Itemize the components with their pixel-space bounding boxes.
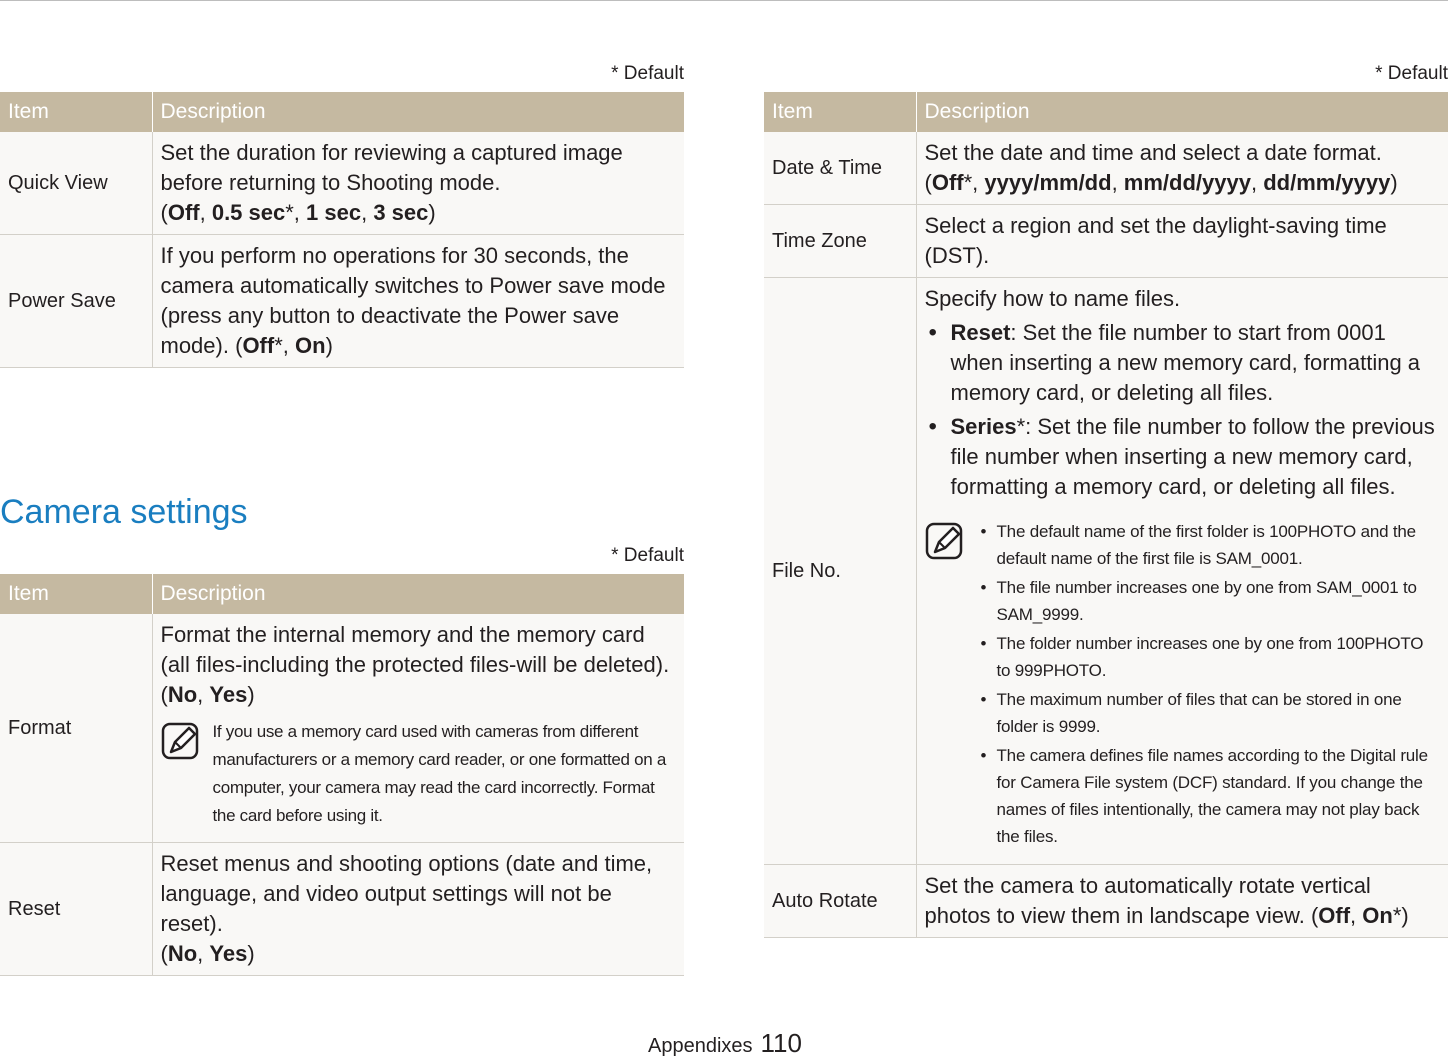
option-no: No xyxy=(167,941,198,966)
option-mm-dd-yyyy: mm/dd/yyyy xyxy=(1123,170,1251,195)
paren: ( xyxy=(160,941,168,966)
header-item: Item xyxy=(764,92,916,132)
paren: ( xyxy=(228,333,243,358)
description-text: Set the camera to automatically rotate vertical photos to view them in landscape view. xyxy=(924,873,1371,928)
camera-settings-block xyxy=(0,544,684,976)
item-quick-view: Quick View xyxy=(0,132,152,235)
note-list xyxy=(977,518,1441,852)
table-row xyxy=(764,205,1448,278)
paren: ( xyxy=(924,170,932,195)
option-description: : Set the file number to start from 0001 when inserting a new memory card, formatting a memory card, or deleting all files. xyxy=(950,320,1421,405)
option-description: *: Set the file number to follow the previous file number when inserting a new memory card, formatting a memory card, or deleting all files. xyxy=(950,414,1435,499)
display-settings-table xyxy=(0,92,684,368)
paren: ) xyxy=(325,333,333,358)
option-3-sec: 3 sec xyxy=(373,200,429,225)
note-pencil-icon xyxy=(925,522,965,562)
description-text: Set the date and time and select a date format. xyxy=(924,140,1382,165)
paren: ( xyxy=(160,200,168,225)
separator: , xyxy=(1350,903,1363,928)
header-description: Description xyxy=(152,92,684,132)
option-off: Off xyxy=(931,170,964,195)
note-box xyxy=(925,518,1441,852)
header-item: Item xyxy=(0,92,152,132)
note-item: • The default name of the first folder is 100PHOTO and the default name of the first file is SAM_0001. xyxy=(977,518,1441,572)
option-on: On xyxy=(1362,903,1393,928)
note-text: If you use a memory card used with cameras from different manufacturers or a memory card reader, or one formatted on a computer, your camera may read the card incorrectly. Format the card before using it. xyxy=(212,722,667,825)
separator: , xyxy=(1250,170,1264,195)
option-dd-mm-yyyy: dd/mm/yyyy xyxy=(1263,170,1391,195)
section-title: Camera settings xyxy=(0,493,248,531)
description-date-time xyxy=(916,132,1448,205)
option-off: Off xyxy=(242,333,275,358)
table-header xyxy=(0,574,684,614)
note-item: • The folder number increases one by one from 100PHOTO to 999PHOTO. xyxy=(977,630,1441,684)
item-file-no: File No. xyxy=(764,278,916,865)
separator: , xyxy=(197,941,210,966)
item-power-save: Power Save xyxy=(0,235,152,368)
option-list xyxy=(925,318,1441,502)
option-off: Off xyxy=(1318,903,1351,928)
paren: ( xyxy=(1304,903,1319,928)
description-text: Specify how to name files. xyxy=(924,286,1181,311)
paren: ) xyxy=(1390,170,1398,195)
header-item: Item xyxy=(0,574,152,614)
default-marker: * xyxy=(1392,903,1402,928)
header-description: Description xyxy=(916,92,1448,132)
paren: ) xyxy=(247,941,255,966)
option-series: Series xyxy=(950,414,1017,439)
page-number: 110 xyxy=(760,1028,802,1058)
top-rule xyxy=(0,0,1448,1)
description-format xyxy=(152,614,684,843)
table-header xyxy=(764,92,1448,132)
note-item: • The camera defines file names according to the Digital rule for Camera File system (DCF) standard. If you change the names of files intentionally, the camera may not play back the files. xyxy=(977,742,1441,850)
table-row xyxy=(764,278,1448,865)
table-row xyxy=(764,132,1448,205)
item-time-zone: Time Zone xyxy=(764,205,916,278)
separator: , xyxy=(361,200,374,225)
option-yes: Yes xyxy=(209,941,248,966)
default-note: * Default xyxy=(611,545,684,566)
description-reset xyxy=(152,843,684,976)
table-row xyxy=(0,132,684,235)
option-yyyy-mm-dd: yyyy/mm/dd xyxy=(984,170,1112,195)
item-reset: Reset xyxy=(0,843,152,976)
table-row xyxy=(0,235,684,368)
note-pencil-icon xyxy=(161,722,201,762)
default-marker: *, xyxy=(274,333,295,358)
option-0-5-sec: 0.5 sec xyxy=(211,200,286,225)
settings-block-right xyxy=(764,62,1448,938)
description-quick-view xyxy=(152,132,684,235)
table-row xyxy=(0,614,684,843)
paren: ) xyxy=(1401,903,1409,928)
separator: , xyxy=(1111,170,1124,195)
camera-settings-table xyxy=(0,574,684,976)
item-format: Format xyxy=(0,614,152,843)
note-item: • The maximum number of files that can be stored in one folder is 9999. xyxy=(977,686,1441,740)
option-reset: Reset xyxy=(950,320,1011,345)
default-marker: *, xyxy=(285,200,307,225)
separator: , xyxy=(199,200,212,225)
list-item xyxy=(925,318,1441,408)
description-text: Format the internal memory and the memory card (all files-including the protected files-will be deleted). xyxy=(160,622,670,677)
option-off: Off xyxy=(167,200,200,225)
description-auto-rotate xyxy=(916,865,1448,938)
separator: , xyxy=(197,682,210,707)
option-yes: Yes xyxy=(209,682,248,707)
description-time-zone: Select a region and set the daylight-saving time (DST). xyxy=(916,205,1448,278)
footer-section-label: Appendixes xyxy=(648,1035,753,1057)
description-power-save xyxy=(152,235,684,368)
display-settings-block xyxy=(0,62,684,368)
header-description: Description xyxy=(152,574,684,614)
paren: ) xyxy=(247,682,255,707)
option-no: No xyxy=(167,682,198,707)
settings-table-right xyxy=(764,92,1448,938)
table-row xyxy=(0,843,684,976)
table-header xyxy=(0,92,684,132)
option-1-sec: 1 sec xyxy=(306,200,362,225)
default-note: * Default xyxy=(611,63,684,84)
description-text: Set the duration for reviewing a captured image before returning to Shooting mode. xyxy=(160,140,623,195)
paren: ) xyxy=(428,200,436,225)
description-text: If you perform no operations for 30 seconds, the camera automatically switches to Power save mode (press any button to deactivate the Power save mode). xyxy=(160,243,666,358)
default-note: * Default xyxy=(1375,63,1448,84)
table-row xyxy=(764,865,1448,938)
description-file-no xyxy=(916,278,1448,865)
page-footer xyxy=(648,1028,802,1059)
default-marker: *, xyxy=(963,170,985,195)
item-date-time: Date & Time xyxy=(764,132,916,205)
description-text: Reset menus and shooting options (date and time, language, and video output settings will not be reset). xyxy=(160,851,653,936)
paren: ( xyxy=(160,682,168,707)
list-item xyxy=(925,412,1441,502)
option-on: On xyxy=(295,333,326,358)
note-box xyxy=(161,718,677,830)
note-item: • The file number increases one by one from SAM_0001 to SAM_9999. xyxy=(977,574,1441,628)
item-auto-rotate: Auto Rotate xyxy=(764,865,916,938)
